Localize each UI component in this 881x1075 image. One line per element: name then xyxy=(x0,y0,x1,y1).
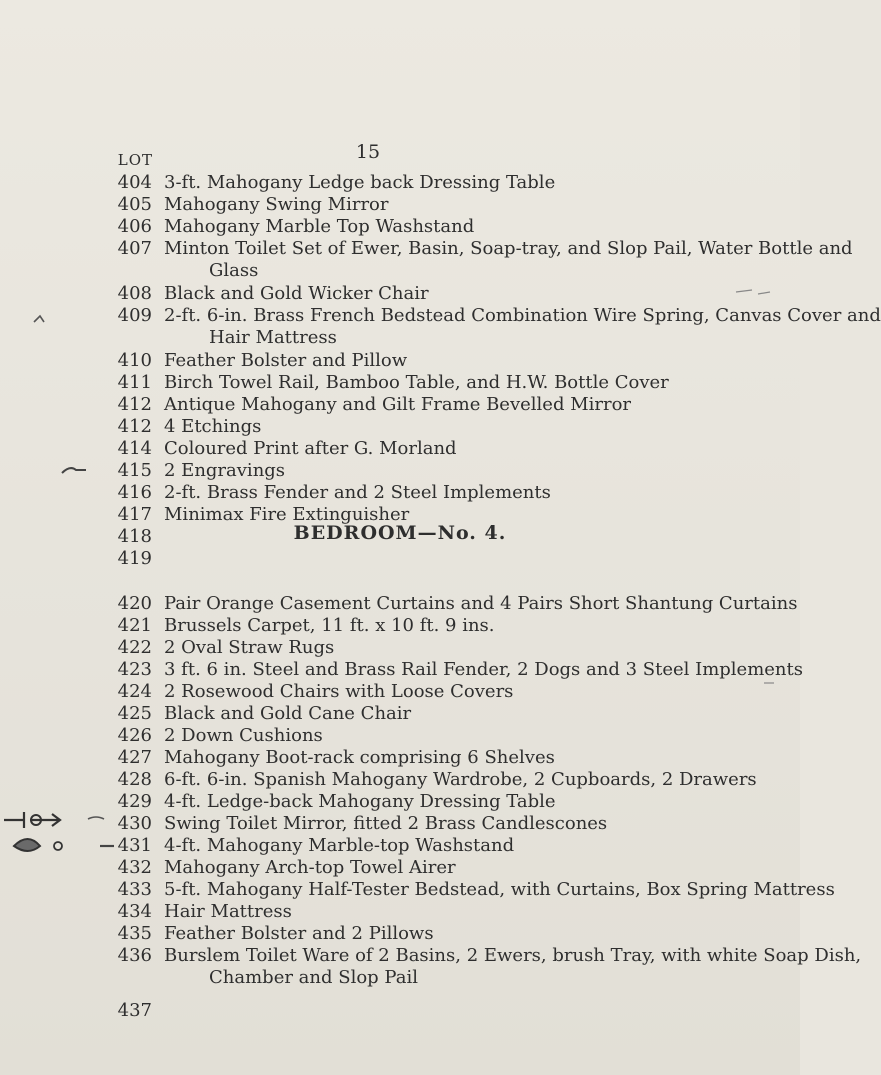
lot-description: Black and Gold Wicker Chair xyxy=(164,283,429,304)
lot-description-continued: Chamber and Slop Pail xyxy=(209,967,418,988)
section-title: BEDROOM—No. 4. xyxy=(293,522,507,544)
lot-description: Pair Orange Casement Curtains and 4 Pairs Short Shantung Curtains xyxy=(164,593,798,614)
lot-number: 408 xyxy=(117,283,152,304)
list-item xyxy=(0,769,800,791)
list-item xyxy=(0,1000,800,1022)
lot-number: 421 xyxy=(117,615,152,636)
lot-number: 423 xyxy=(117,659,152,680)
list-item xyxy=(0,835,800,857)
list-item xyxy=(0,216,800,238)
lot-number: 411 xyxy=(117,372,152,393)
lot-description: 2-ft. 6-in. Brass French Bedstead Combination Wire Spring, Canvas Cover and xyxy=(164,305,881,326)
lot-description: Minton Toilet Set of Ewer, Basin, Soap-tray, and Slop Pail, Water Bottle and xyxy=(164,238,853,259)
lot-number: 428 xyxy=(117,769,152,790)
list-item-continuation xyxy=(0,260,800,282)
list-item xyxy=(0,813,800,835)
lot-column-header: LOT xyxy=(117,151,153,169)
list-item xyxy=(0,703,800,725)
list-item xyxy=(0,283,800,305)
lot-number: 426 xyxy=(117,725,152,746)
lot-description: Minimax Fire Extinguisher xyxy=(164,504,410,525)
list-item xyxy=(0,482,800,504)
lot-number: 416 xyxy=(117,482,152,503)
list-item-continuation xyxy=(0,967,800,989)
lot-number: 429 xyxy=(117,791,152,812)
lot-description: Burslem Toilet Ware of 2 Basins, 2 Ewers, brush Tray, with white Soap Dish, xyxy=(164,945,862,966)
lot-number: 418 xyxy=(117,526,152,547)
list-item xyxy=(0,791,800,813)
lot-description: Mahogany Swing Mirror xyxy=(164,194,389,215)
lot-description: Black and Gold Cane Chair xyxy=(164,703,412,724)
lot-number: 425 xyxy=(117,703,152,724)
list-item xyxy=(0,194,800,216)
list-item xyxy=(0,945,862,967)
lot-number: 415 xyxy=(117,460,152,481)
list-item xyxy=(0,172,800,194)
list-item xyxy=(0,615,800,637)
list-item xyxy=(0,725,800,747)
list-item xyxy=(0,659,803,681)
lot-description-continued: Hair Mattress xyxy=(209,327,337,348)
lot-description: 2 Oval Straw Rugs xyxy=(164,637,335,658)
lot-number: 436 xyxy=(117,945,152,966)
list-item xyxy=(0,879,835,901)
lot-description: Feather Bolster and 2 Pillows xyxy=(164,923,434,944)
lot-number: 406 xyxy=(117,216,152,237)
lot-description: 2-ft. Brass Fender and 2 Steel Implements xyxy=(164,482,551,503)
lot-number: 432 xyxy=(117,857,152,878)
lot-number: 420 xyxy=(117,593,152,614)
lot-number: 414 xyxy=(117,438,152,459)
list-item xyxy=(0,857,800,879)
list-item xyxy=(0,747,800,769)
lot-description: 2 Engravings xyxy=(164,460,286,481)
lot-description: 3 ft. 6 in. Steel and Brass Rail Fender, 2 Dogs and 3 Steel Implements xyxy=(164,659,803,680)
list-item xyxy=(0,460,800,482)
lot-number: 405 xyxy=(117,194,152,215)
list-item xyxy=(0,637,800,659)
lot-description: Mahogany Arch-top Towel Airer xyxy=(164,857,456,878)
list-item xyxy=(0,681,800,703)
lot-description: 6-ft. 6-in. Spanish Mahogany Wardrobe, 2 Cupboards, 2 Drawers xyxy=(164,769,757,790)
lot-number: 407 xyxy=(117,238,152,259)
lot-number: 412 xyxy=(117,416,152,437)
list-item xyxy=(0,305,881,327)
lot-number: 422 xyxy=(117,637,152,658)
lot-description: 5-ft. Mahogany Half-Tester Bedstead, with Curtains, Box Spring Mattress xyxy=(164,879,835,900)
lot-number: 404 xyxy=(117,172,152,193)
list-item xyxy=(0,901,800,923)
lot-number: 409 xyxy=(117,305,152,326)
lot-number: 412 xyxy=(117,394,152,415)
lot-description: Coloured Print after G. Morland xyxy=(164,438,457,459)
lot-description: Birch Towel Rail, Bamboo Table, and H.W. Bottle Cover xyxy=(164,372,669,393)
lot-description: Mahogany Boot-rack comprising 6 Shelves xyxy=(164,747,555,768)
list-item xyxy=(0,593,800,615)
list-item xyxy=(0,394,800,416)
list-item xyxy=(0,350,800,372)
lot-description: Feather Bolster and Pillow xyxy=(164,350,408,371)
lot-description: Hair Mattress xyxy=(164,901,292,922)
lot-number: 437 xyxy=(117,1000,152,1021)
lot-number: 410 xyxy=(117,350,152,371)
list-item xyxy=(0,923,800,945)
lot-description: Brussels Carpet, 11 ft. x 10 ft. 9 ins. xyxy=(164,615,495,636)
page-number: 15 xyxy=(355,141,381,163)
lot-number: 424 xyxy=(117,681,152,702)
list-item xyxy=(0,416,800,438)
lot-number: 417 xyxy=(117,504,152,525)
lot-description-continued: Glass xyxy=(209,260,259,281)
lot-description: Mahogany Marble Top Washstand xyxy=(164,216,475,237)
lot-number: 434 xyxy=(117,901,152,922)
list-item xyxy=(0,438,800,460)
lot-description: 3-ft. Mahogany Ledge back Dressing Table xyxy=(164,172,556,193)
lot-description: 2 Rosewood Chairs with Loose Covers xyxy=(164,681,514,702)
lot-number: 433 xyxy=(117,879,152,900)
lot-number: 431 xyxy=(117,835,152,856)
lot-description: 4 Etchings xyxy=(164,416,262,437)
lot-number: 435 xyxy=(117,923,152,944)
lot-description: 4-ft. Ledge-back Mahogany Dressing Table xyxy=(164,791,556,812)
list-item xyxy=(0,372,800,394)
lot-number: 419 xyxy=(117,548,152,569)
lot-description: 2 Down Cushions xyxy=(164,725,323,746)
lot-description: Swing Toilet Mirror, fitted 2 Brass Candlescones xyxy=(164,813,608,834)
list-item xyxy=(0,548,800,570)
lot-description: 4-ft. Mahogany Marble-top Washstand xyxy=(164,835,515,856)
lot-number: 427 xyxy=(117,747,152,768)
list-item xyxy=(0,238,853,260)
lot-number: 430 xyxy=(117,813,152,834)
list-item-continuation xyxy=(0,327,800,349)
lot-description: Antique Mahogany and Gilt Frame Bevelled Mirror xyxy=(164,394,632,415)
